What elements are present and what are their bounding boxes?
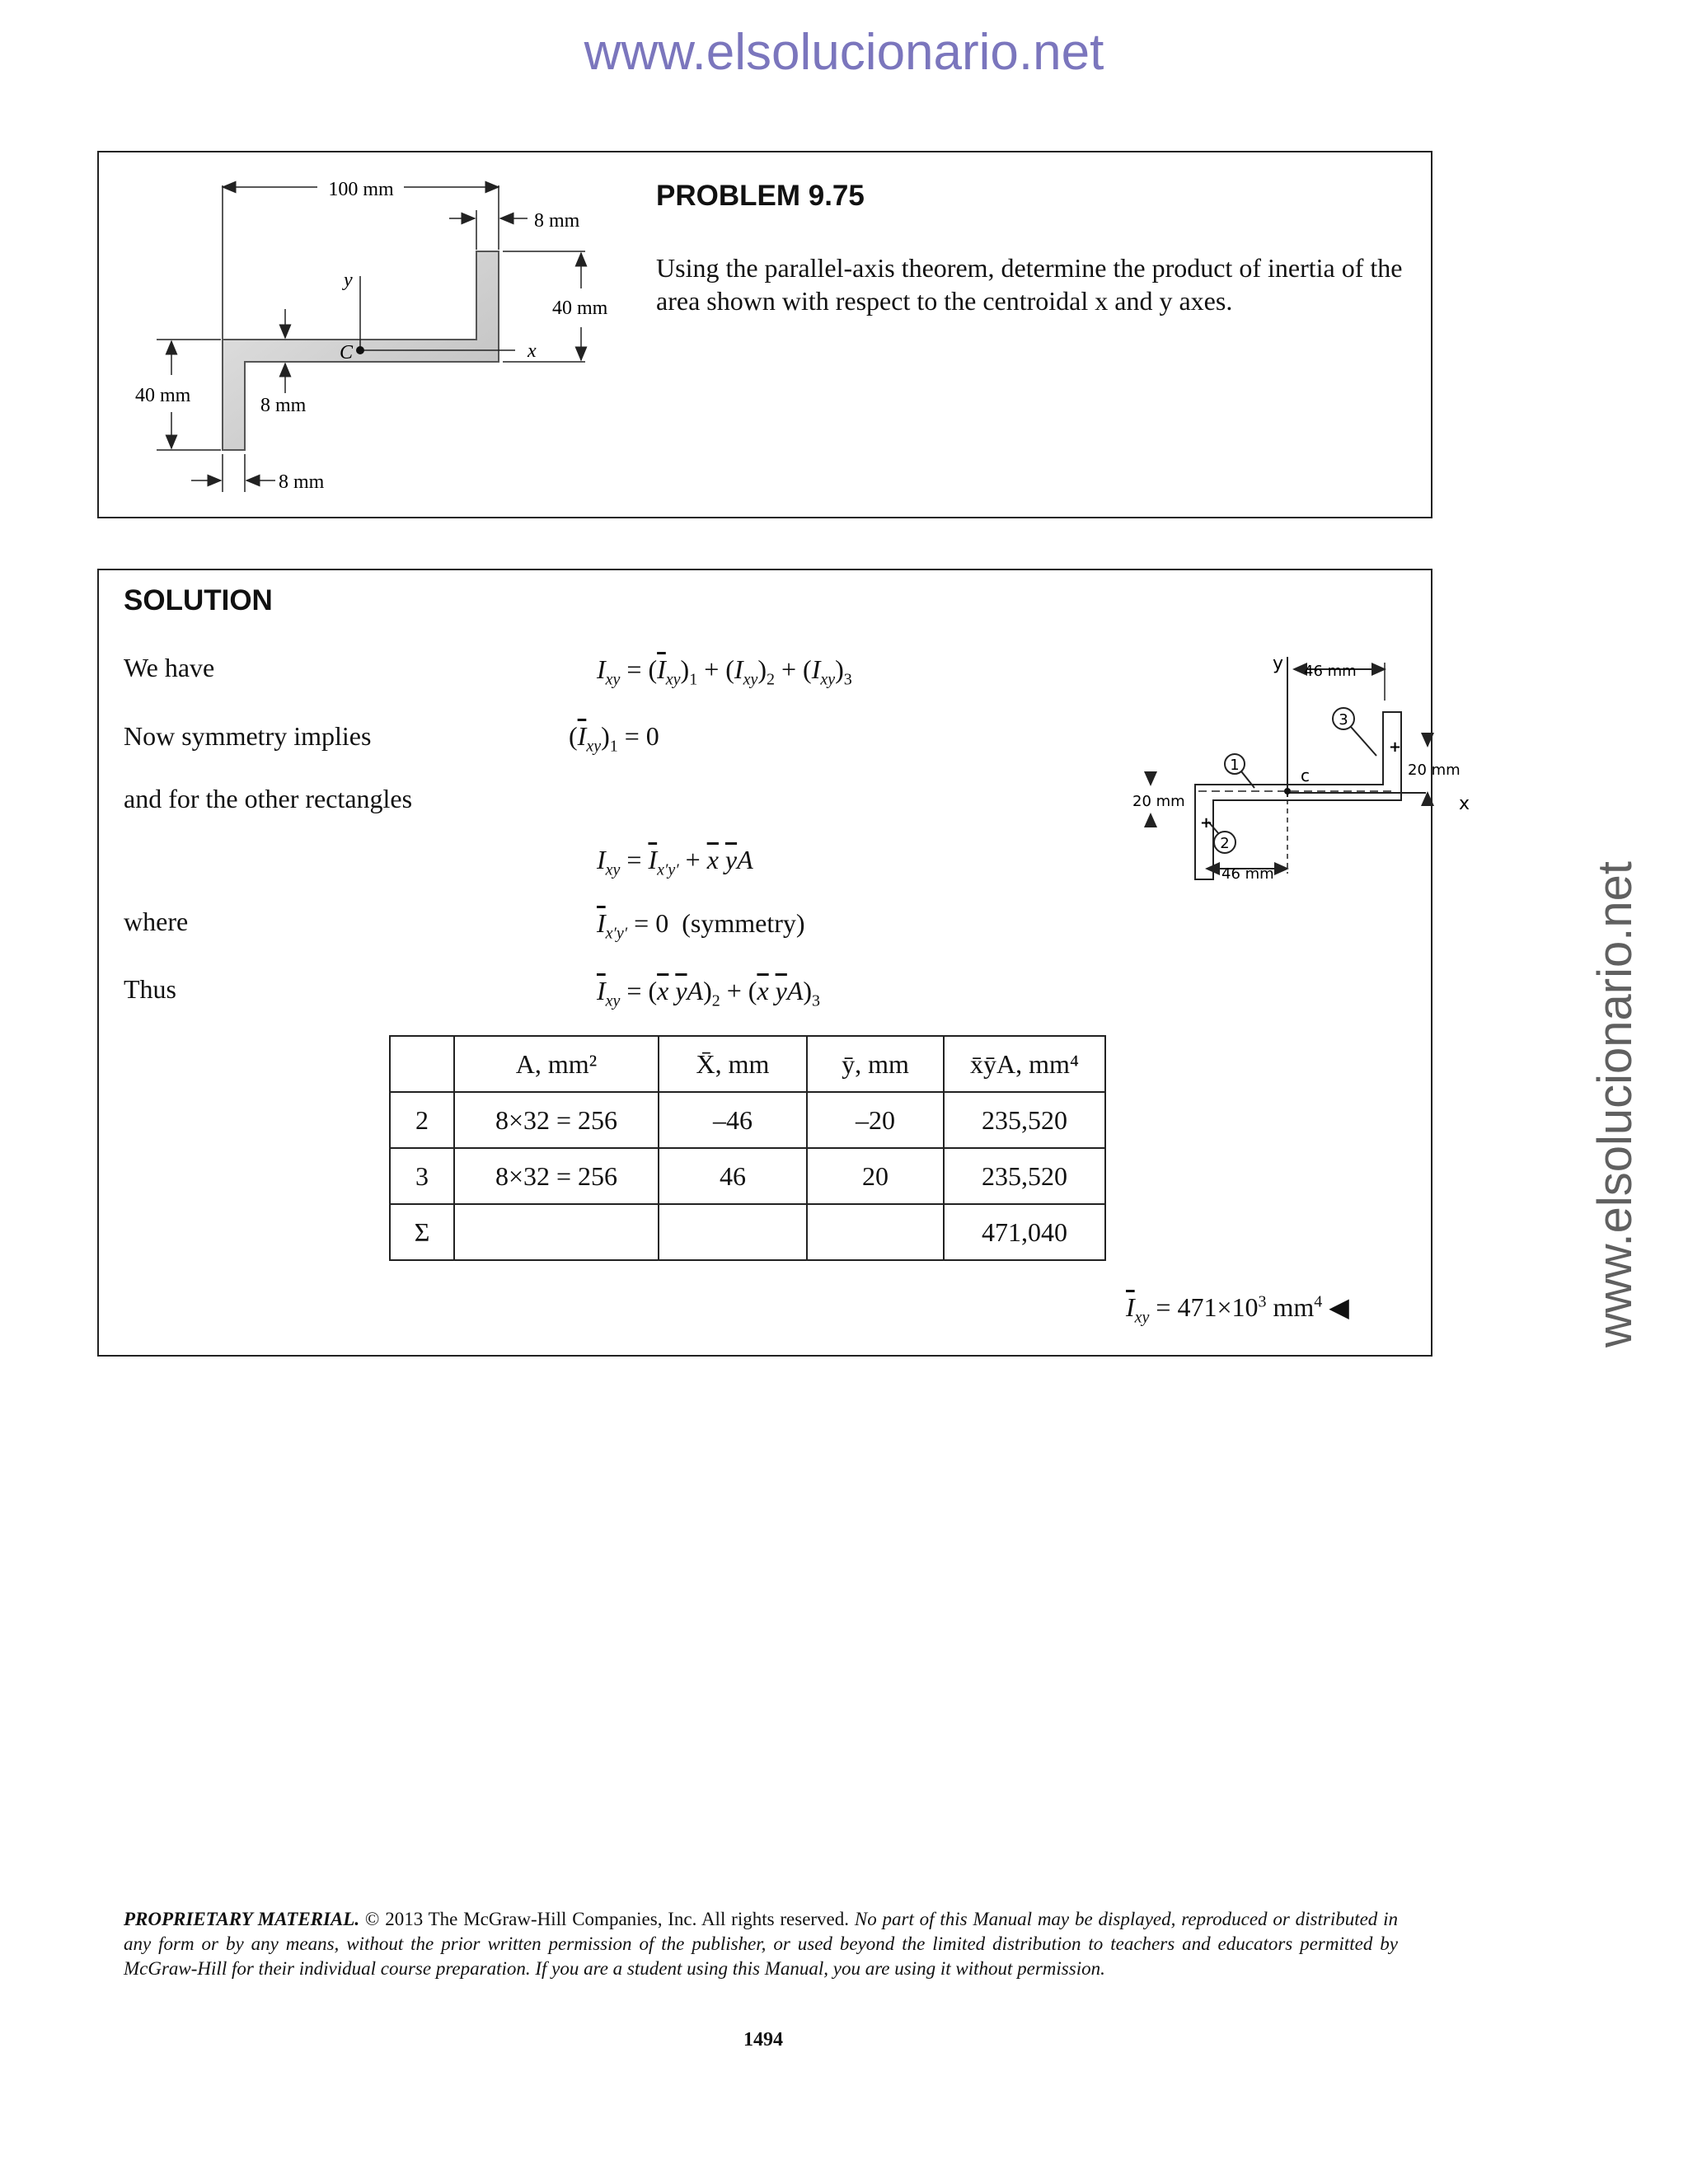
table-cell bbox=[454, 1204, 659, 1260]
footer-bold: PROPRIETARY MATERIAL. bbox=[124, 1909, 360, 1929]
dim-8mm-mid: 8 mm bbox=[260, 395, 307, 416]
equation-symmetry: $(\overline{I}_{xy})_1 = 0$ bbox=[569, 721, 659, 756]
sketch-c-label: c bbox=[1301, 766, 1310, 785]
dim-40mm-right: 40 mm bbox=[552, 298, 608, 319]
label-other-rectangles: and for the other rectangles bbox=[124, 784, 413, 813]
centroid-label: C bbox=[340, 342, 354, 363]
table-row bbox=[390, 1148, 1105, 1204]
axis-x-label: x bbox=[528, 340, 537, 362]
table-cell: –20 bbox=[807, 1092, 944, 1148]
table-header: A, mm² bbox=[454, 1036, 659, 1092]
problem-title: PROBLEM 9.75 bbox=[656, 180, 865, 212]
equation-ixy-prime: $\overline{I}_{x'y'} = 0$ (symmetry) bbox=[597, 908, 805, 943]
symmetry-note: (symmetry) bbox=[682, 908, 805, 938]
table-cell: 235,520 bbox=[944, 1092, 1105, 1148]
final-answer: $\overline{I}_{xy} = 471\times 10^3$ $mm^4$ ◀ bbox=[1126, 1292, 1349, 1327]
watermark-side: www.elsolucionario.net bbox=[1588, 861, 1642, 1347]
table-cell: 471,040 bbox=[944, 1204, 1105, 1260]
solution-sketch bbox=[1039, 653, 1470, 900]
table-cell: 8×32 = 256 bbox=[454, 1092, 659, 1148]
table-header: x̄ȳA, mm⁴ bbox=[944, 1036, 1105, 1092]
sketch-x-label: x bbox=[1459, 794, 1470, 814]
table-row bbox=[390, 1204, 1105, 1260]
sketch-plus-3: + bbox=[1389, 738, 1402, 756]
footer-copyright bbox=[124, 1907, 1398, 1981]
sketch-dim-top: 46 mm bbox=[1304, 663, 1357, 680]
label-thus: Thus bbox=[124, 974, 176, 1004]
table-cell: –46 bbox=[659, 1092, 807, 1148]
label-we-have: We have bbox=[124, 653, 215, 682]
equation-ixy-result: $\overline{I}_{xy} = (\overline{x}$ $\overline{y}A)_2 + (\overline{x}$ $\overline{y}A)_3$ bbox=[597, 976, 821, 1010]
sketch-region-2: 2 bbox=[1220, 835, 1230, 852]
results-table bbox=[389, 1035, 1106, 1261]
sketch-centroid-point bbox=[1284, 788, 1291, 794]
answer-exp: 3 bbox=[1258, 1292, 1267, 1311]
answer-marker-icon: ◀ bbox=[1329, 1292, 1349, 1322]
table-cell: 8×32 = 256 bbox=[454, 1148, 659, 1204]
watermark-top: www.elsolucionario.net bbox=[584, 24, 1104, 81]
sketch-plus-2: + bbox=[1200, 814, 1213, 832]
sketch-dim-right: 20 mm bbox=[1408, 762, 1461, 779]
table-cell: 46 bbox=[659, 1148, 807, 1204]
sketch-y-label: y bbox=[1273, 654, 1284, 674]
equation-ixy-sum: $I_{xy} = (\overline{I}_{xy})_1 + (I_{xy})_2 + (I_{xy})_3$ bbox=[597, 654, 852, 689]
footer-italic: No part of this Manual may be displayed, reproduced or distributed in any form or by any means, without the prior written permission of the publisher, or used beyond the limited distribution to teachers and educators permitted by McGraw-Hill for their individual course preparation. If you are a student using this Manual, you are using it without permission. bbox=[124, 1909, 1399, 1979]
answer-value: = 471×10 bbox=[1156, 1292, 1259, 1322]
table-header: X̄, mm bbox=[659, 1036, 807, 1092]
equation-parallel-axis: $I_{xy} = \overline{I}_{x'y'} + \overline{x}$ $\overline{y}A$ bbox=[597, 845, 753, 879]
table-cell: 3 bbox=[390, 1148, 454, 1204]
table-cell bbox=[807, 1204, 944, 1260]
problem-text: Using the parallel-axis theorem, determine the product of inertia of the area shown with respect to the centroidal x and y axes. bbox=[656, 253, 1403, 316]
label-symmetry: Now symmetry implies bbox=[124, 721, 372, 751]
centroid-point bbox=[356, 346, 364, 354]
table-header-row bbox=[390, 1036, 1105, 1092]
sketch-dim-bottom: 46 mm bbox=[1221, 865, 1274, 883]
answer-unit-exp: 4 bbox=[1314, 1292, 1323, 1311]
dim-100mm: 100 mm bbox=[328, 179, 394, 200]
axis-y-label: y bbox=[344, 269, 353, 291]
solution-title: SOLUTION bbox=[124, 584, 273, 616]
table-cell: 2 bbox=[390, 1092, 454, 1148]
footer-normal: © 2013 The McGraw-Hill Companies, Inc. All rights reserved. bbox=[364, 1909, 850, 1929]
page-number: 1494 bbox=[743, 2029, 783, 2050]
dim-40mm-left: 40 mm bbox=[135, 385, 191, 406]
dim-8mm-top: 8 mm bbox=[534, 210, 580, 232]
problem-box bbox=[97, 151, 1432, 518]
table-header bbox=[390, 1036, 454, 1092]
sketch-dim-left: 20 mm bbox=[1132, 793, 1185, 810]
sketch-region-3: 3 bbox=[1339, 711, 1348, 729]
answer-unit: mm bbox=[1273, 1292, 1315, 1322]
dim-8mm-bottom: 8 mm bbox=[279, 471, 325, 493]
problem-figure bbox=[99, 152, 626, 515]
table-row bbox=[390, 1092, 1105, 1148]
table-cell: 235,520 bbox=[944, 1148, 1105, 1204]
table-cell: Σ bbox=[390, 1204, 454, 1260]
sketch-region-1: 1 bbox=[1230, 757, 1240, 774]
table-header: ȳ, mm bbox=[807, 1036, 944, 1092]
table-cell: 20 bbox=[807, 1148, 944, 1204]
label-where: where bbox=[124, 907, 189, 936]
table-cell bbox=[659, 1204, 807, 1260]
